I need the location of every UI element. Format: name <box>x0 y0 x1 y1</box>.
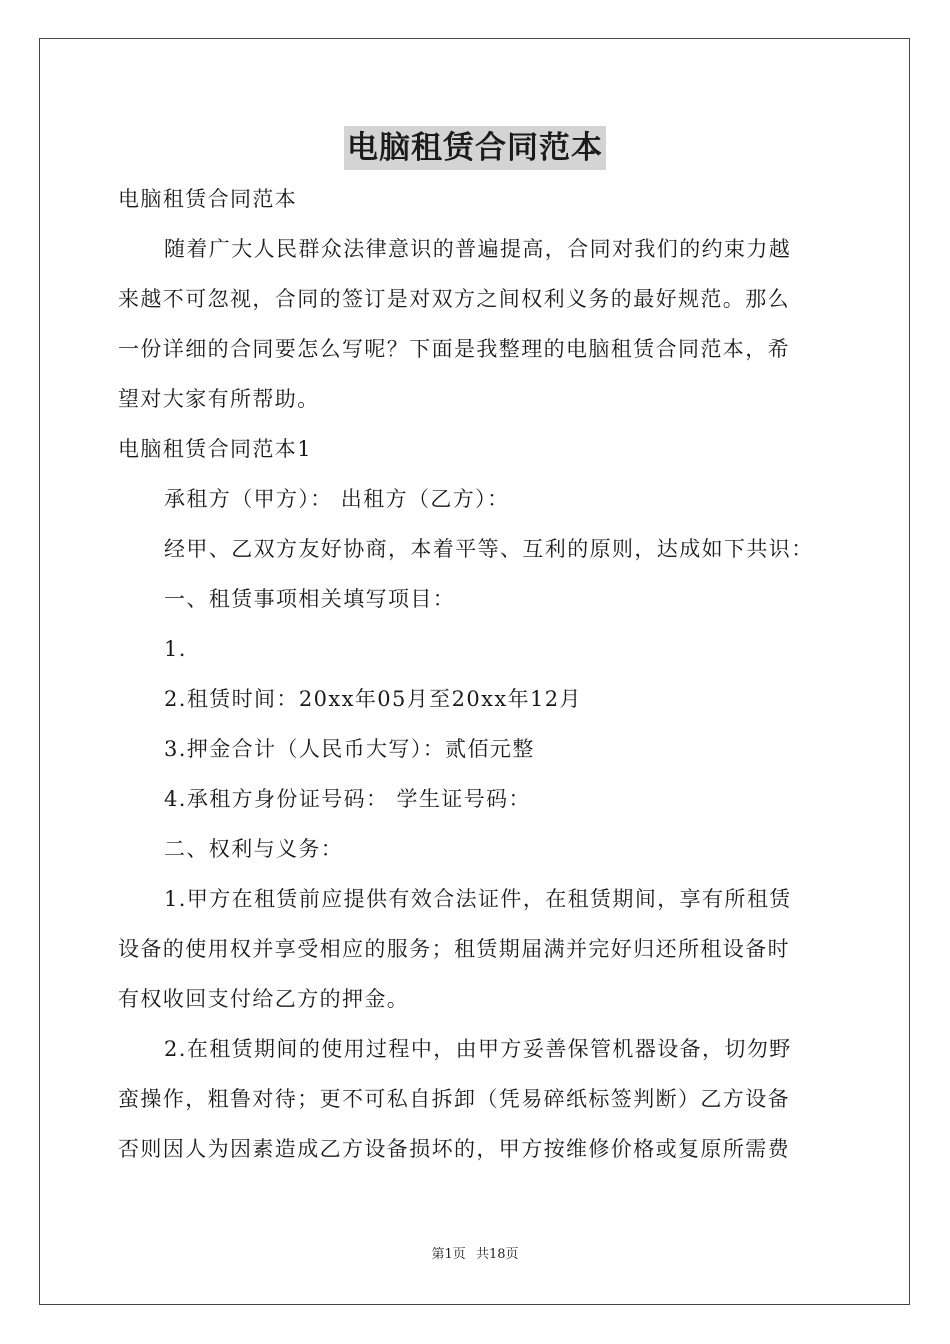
paragraph-line: 随着广大人民群众法律意识的普遍提高，合同对我们的约束力越 <box>164 237 792 261</box>
page-border <box>39 38 910 1305</box>
paragraph-line: 1.甲方在租赁前应提供有效合法证件，在租赁期间，享有所租赁 <box>164 887 792 911</box>
page-footer <box>0 1246 950 1264</box>
clause-item: 2.租赁时间：20xx年05月至20xx年12月 <box>164 687 582 711</box>
document-title: 电脑租赁合同范本 <box>344 126 606 170</box>
subtitle-line: 电脑租赁合同范本 <box>118 187 298 211</box>
clause-item: 4.承租方身份证号码： 学生证号码： <box>164 787 531 811</box>
clause-heading: 二、权利与义务： <box>164 837 344 861</box>
paragraph-line: 望对大家有所帮助。 <box>118 387 320 411</box>
page-total: 共18页 <box>475 1247 519 1262</box>
parties-line: 承租方（甲方）： 出租方（乙方）： <box>164 487 510 511</box>
paragraph-line: 来越不可忽视，合同的签订是对双方之间权利义务的最好规范。那么 <box>118 287 790 311</box>
section-heading: 电脑租赁合同范本1 <box>118 437 312 461</box>
clause-item: 3.押金合计（人民币大写）：贰佰元整 <box>164 737 535 761</box>
paragraph-line: 一份详细的合同要怎么写呢？下面是我整理的电脑租赁合同范本，希 <box>118 337 790 361</box>
paragraph-line: 有权收回支付给乙方的押金。 <box>118 987 410 1011</box>
paragraph-line: 经甲、乙双方友好协商，本着平等、互利的原则，达成如下共识： <box>164 537 814 561</box>
paragraph-line: 2.在租赁期间的使用过程中，由甲方妥善保管机器设备，切勿野 <box>164 1037 792 1061</box>
clause-item: 1. <box>164 637 187 661</box>
page-number: 第1页 <box>431 1247 466 1262</box>
paragraph-line: 蛮操作，粗鲁对待；更不可私自拆卸（凭易碎纸标签判断）乙方设备 <box>118 1087 790 1111</box>
clause-heading: 一、租赁事项相关填写项目： <box>164 587 456 611</box>
paragraph-line: 设备的使用权并享受相应的服务；租赁期届满并完好归还所租设备时 <box>118 937 790 961</box>
paragraph-line: 否则因人为因素造成乙方设备损坏的，甲方按维修价格或复原所需费 <box>118 1137 790 1161</box>
title-container <box>0 126 950 170</box>
